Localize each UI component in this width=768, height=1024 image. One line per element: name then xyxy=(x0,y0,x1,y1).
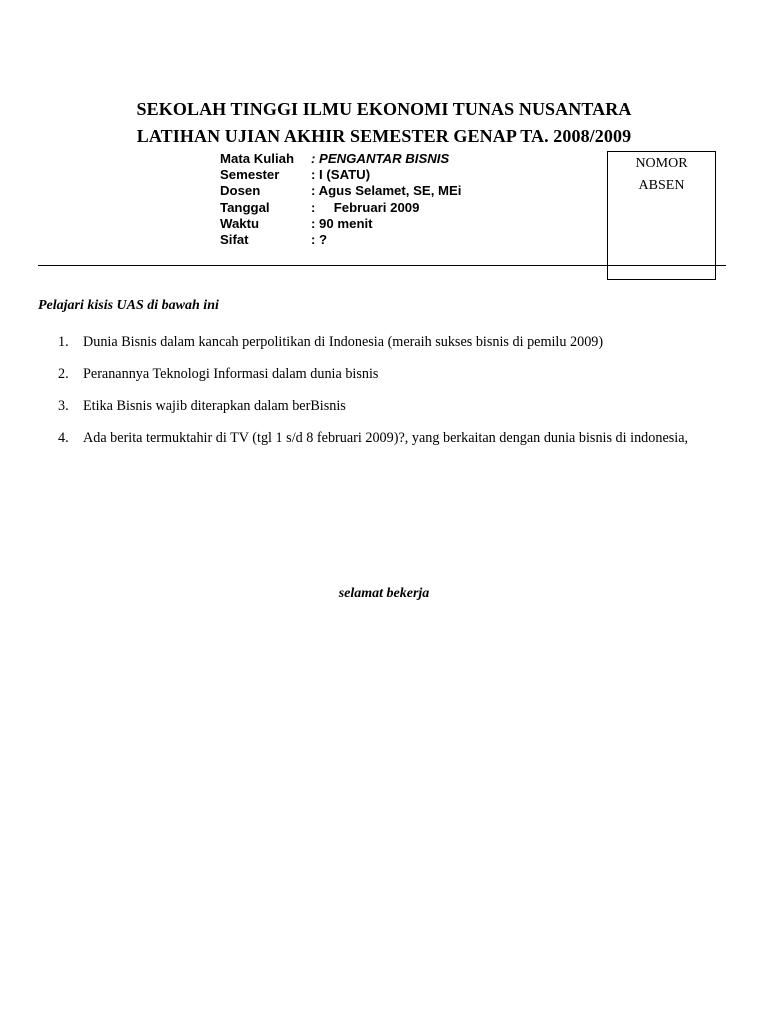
list-item-number: 2. xyxy=(58,366,69,382)
info-row-mata-kuliah xyxy=(220,151,461,167)
exam-info-block xyxy=(220,151,461,248)
info-row-waktu xyxy=(220,216,461,232)
info-label: Waktu xyxy=(220,215,260,231)
school-name-heading: SEKOLAH TINGGI ILMU EKONOMI TUNAS NUSANTARA xyxy=(136,99,632,119)
info-label: Dosen xyxy=(220,183,261,199)
list-item xyxy=(38,364,733,384)
info-row-sifat xyxy=(220,232,461,248)
info-value: : ? xyxy=(311,231,328,247)
list-item-text: Etika Bisnis wajib diterapkan dalam berBisnis xyxy=(83,398,346,414)
list-item xyxy=(38,396,733,416)
nomor-label: NOMOR xyxy=(635,156,688,171)
list-item-number: 1. xyxy=(58,334,69,350)
info-value: : Agus Selamet, SE, MEi xyxy=(311,183,462,199)
info-label: Semester xyxy=(220,167,280,183)
list-item-text: Dunia Bisnis dalam kancah perpolitikan di Indonesia (meraih sukses bisnis di pemilu 2009) xyxy=(83,334,604,350)
nomor-absen-box xyxy=(607,151,716,280)
info-label: Mata Kuliah xyxy=(220,151,295,166)
info-row-dosen xyxy=(220,183,461,199)
list-item-number: 4. xyxy=(58,430,69,446)
info-label: Sifat xyxy=(220,231,249,247)
list-item-number: 3. xyxy=(58,398,69,414)
info-row-semester xyxy=(220,167,461,183)
list-item xyxy=(38,332,733,352)
info-value: : Februari 2009 xyxy=(311,199,420,215)
info-value: : 90 menit xyxy=(311,215,373,231)
info-label: Tanggal xyxy=(220,199,270,215)
instruction-text: Pelajari kisis UAS di bawah ini xyxy=(38,298,219,313)
list-item xyxy=(38,428,733,454)
list-item-text: Peranannya Teknologi Informasi dalam dunia bisnis xyxy=(83,366,379,382)
absen-label: ABSEN xyxy=(638,178,685,193)
info-value: : PENGANTAR BISNIS xyxy=(311,151,450,166)
info-row-tanggal xyxy=(220,200,461,216)
exam-topic-list xyxy=(38,332,733,466)
info-value: : I (SATU) xyxy=(311,167,371,183)
header-divider xyxy=(38,265,726,266)
list-item-text: Ada berita termuktahir di TV (tgl 1 s/d 8 februari 2009)?, yang berkaitan dengan dunia bisnis di indonesia, xyxy=(83,430,689,446)
exam-title-heading: LATIHAN UJIAN AKHIR SEMESTER GENAP TA. 2008/2009 xyxy=(136,126,632,146)
closing-text: selamat bekerja xyxy=(338,586,430,601)
